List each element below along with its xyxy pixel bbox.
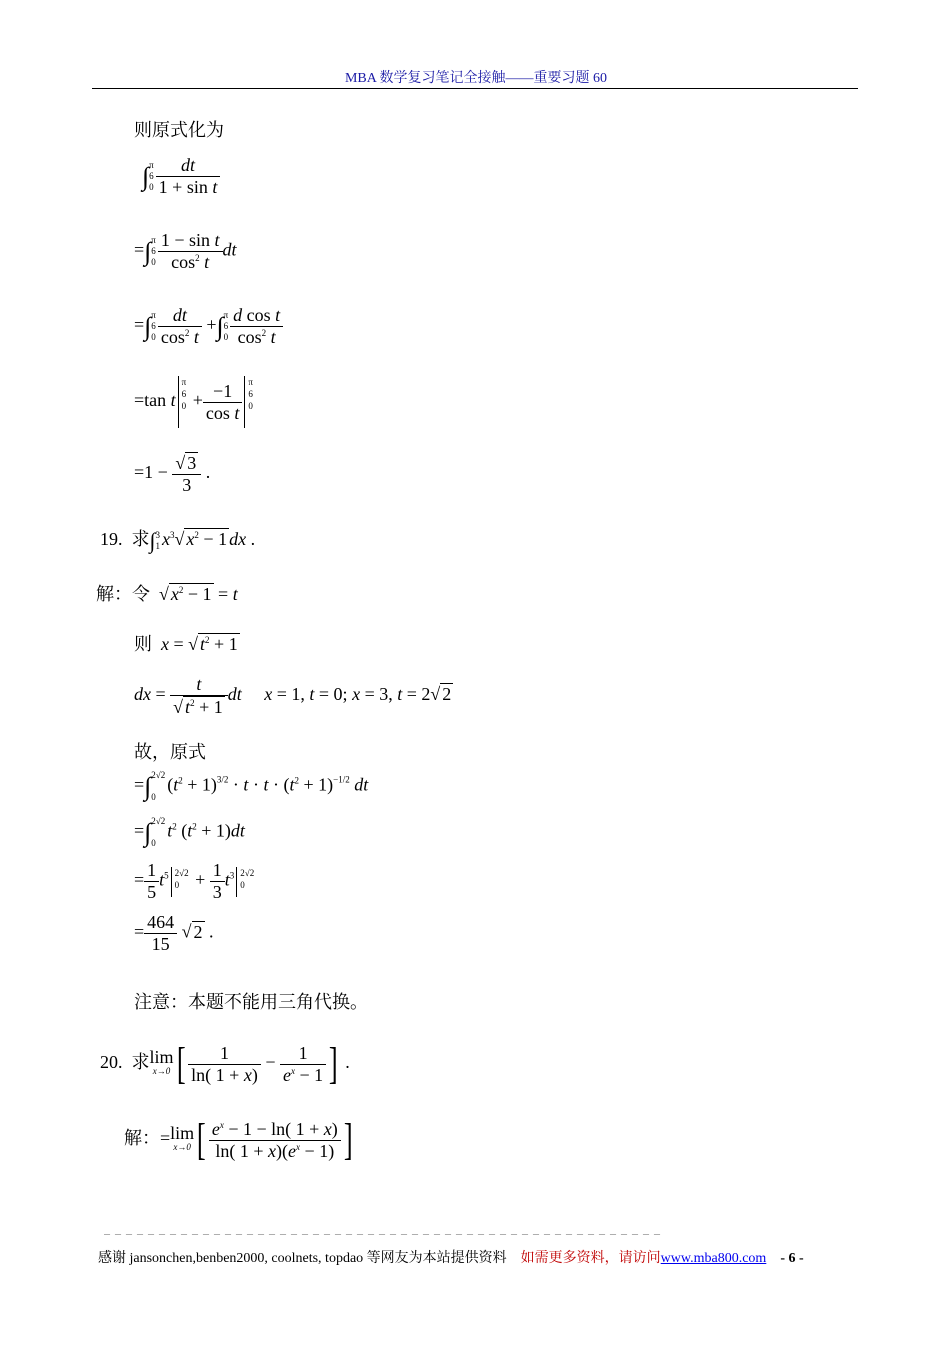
formula-19-c: = $\frac{1}{5}$ $t^5$ 2√2 0 + $\frac{1}{3}$ $t^3$ 2√2 0 xyxy=(134,860,255,902)
solution-19-let: 解：令 √ $x^2 - 1 = t$ xyxy=(96,584,238,604)
formula-19-d: = $\frac{464}{15}$ √ 2 . xyxy=(134,912,214,954)
question-20-text: 求 xyxy=(131,1052,150,1073)
solution-20-label: 解：= xyxy=(124,1128,171,1149)
formula-line-4: =tan tπ 6 0 + $\frac{-1}{\text{cos t}}$ π 6 0 xyxy=(134,376,255,428)
solution-20: 解：=lim x→0 [ $\frac{e^x - 1 - \ln( 1 + x)}{\ln( 1 + x)(e^x - 1)}$ ] xyxy=(124,1115,353,1164)
question-19-text: 求 xyxy=(131,529,150,549)
solution-19-label: 解：令 xyxy=(96,584,150,604)
footer-rule: – – – – – – – – – – – – – – – – – – – – – – – – – – – – – – – – – – – – – – – – – – – – – – – – – – – xyxy=(104,1226,661,1240)
note-19: 注意：本题不能用三角代换。 xyxy=(134,992,368,1012)
page-number: - 6 - xyxy=(780,1251,804,1266)
formula-line-3: =∫π 6 0 $\frac{dt}{\cos^2 t}$ +∫π 6 0 $\frac{\text{d cos t}}{\cos^2 t}$ xyxy=(134,305,283,348)
footer xyxy=(98,1247,804,1267)
formula-line-5: =1 − $\frac{√ 3}{3}$ . xyxy=(134,453,211,495)
header-rule xyxy=(92,88,858,89)
then-label: 则 xyxy=(134,634,152,654)
footer-thanks: 感谢 jansonchen,benben2000, coolnets, topdao 等网友为本站提供资料 xyxy=(98,1251,507,1266)
question-19: 19. 求∫3 1 $x^3√$ $x^2 - 1$ dx . xyxy=(100,527,256,553)
question-19-number: 19. xyxy=(100,529,123,549)
formula-line-1: ∫π 6 0 $\frac{dt}{\text{1 + sin t}}$ xyxy=(142,155,220,198)
footer-link[interactable]: www.mba800.com xyxy=(660,1251,767,1266)
hence-label: 故，原式 xyxy=(134,742,206,762)
result-19-numerator: 464 xyxy=(147,912,175,932)
question-20-number: 20. xyxy=(100,1052,123,1073)
formula-line-2: =∫π 6 0 $\frac{\text{1 − sin t}}{\cos^2 t}$ dt xyxy=(134,230,237,272)
question-20: 20. 求lim x→0 [ $\frac{1}{\ln( 1 + x)}$ − $\frac{1}{e^x - 1}$ ] . xyxy=(100,1039,350,1088)
footer-more: 如需更多资料，请访问 xyxy=(520,1251,661,1266)
solution-19-then: 则 x = √ $t^2 + 1$ xyxy=(134,634,238,654)
result-19-denominator: 15 xyxy=(144,933,177,955)
solution-19-dx: dx = $\frac{t}{√ t^2 + 1}$ dt x = 1, t = 0; x = 3, t = 2√ 2 xyxy=(134,674,452,717)
intro-text: 则原式化为 xyxy=(134,120,224,140)
page-header-title: MBA 数学复习笔记全接触——重要习题 60 xyxy=(344,71,608,86)
formula-19-b: =∫2√2 $0t^2$ $(t^2 + 1)dt$ xyxy=(134,816,245,848)
formula-19-a: =∫2√2 $0(t^2 + 1)^{3/2} \cdot t \cdot t \cdot (t^2 + 1)^{-1/2}$ dt xyxy=(134,770,369,802)
